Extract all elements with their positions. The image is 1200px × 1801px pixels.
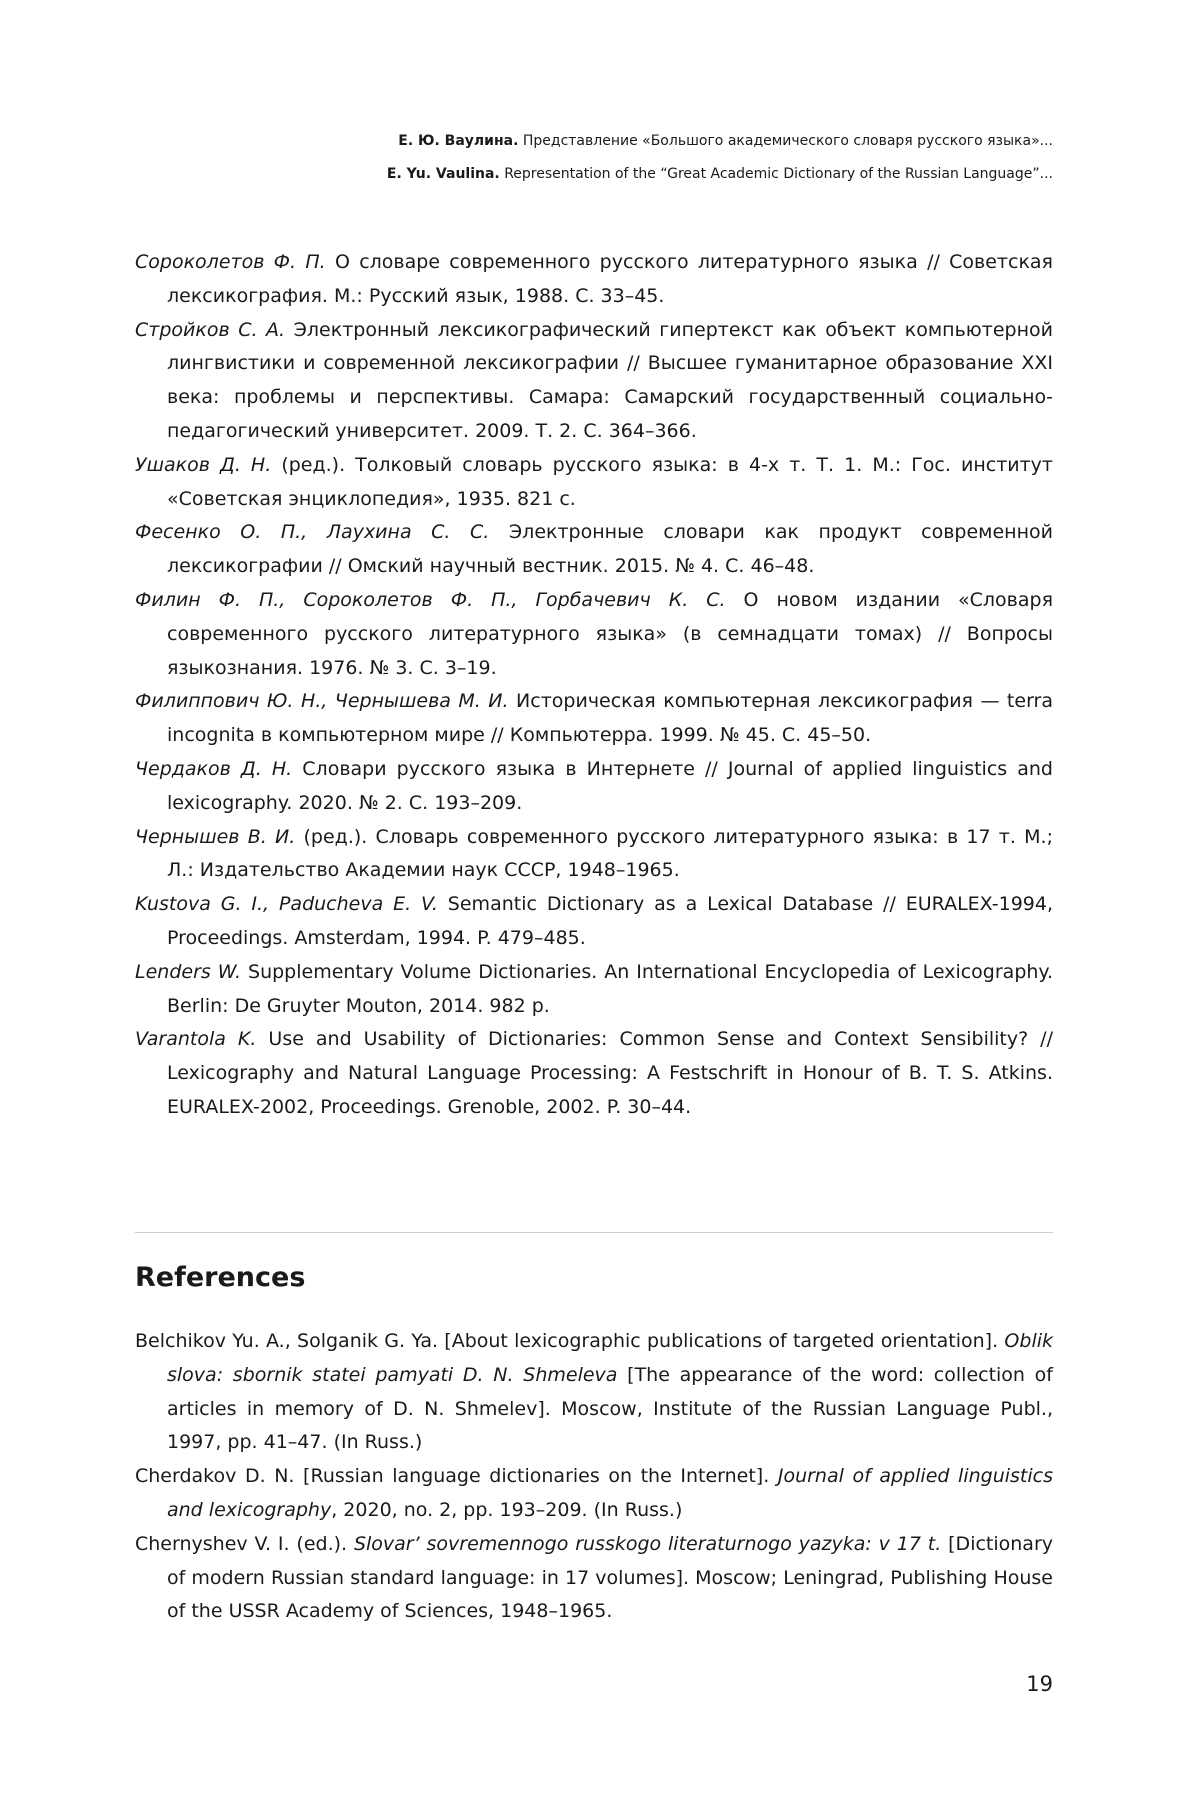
reference-item	[135, 1460, 1053, 1528]
literature-item	[135, 314, 1053, 449]
reference-text-after: [The appearance of the word: collection of articles in memory of D. N. Shmelev]. Moscow, Institute of the Russian Language Publ., 1997, pp. 41–47. (In Russ.)	[167, 1363, 1054, 1454]
literature-text: О новом издании «Словаря современного русского литературного языка» (в семнадцати томах) // Вопросы языкознания. 1976. № 3. С. 3–19.	[167, 588, 1054, 679]
running-head-ru	[135, 125, 1053, 158]
reference-text-after: , 2020, no. 2, pp. 193–209. (In Russ.)	[331, 1498, 683, 1521]
running-head	[135, 125, 1053, 191]
literature-text: Use and Usability of Dictionaries: Common Sense and Context Sensibility? // Lexicography and Natural Language Processing: A Festschrift in Honour of B. T. S. Atkins. EURALEX-2002, Proceedings. Grenoble, 2002. P. 30–44.	[167, 1028, 1053, 1118]
literature-item	[135, 753, 1053, 821]
literature-item	[135, 821, 1053, 889]
running-head-ru-author: Е. Ю. Ваулина.	[398, 133, 519, 149]
references-list	[135, 1325, 1053, 1629]
literature-authors: Ушаков Д. Н.	[135, 453, 272, 476]
literature-item	[135, 956, 1053, 1024]
literature-authors: Филин Ф. П., Сороколетов Ф. П., Горбачевич К. С.	[135, 588, 726, 611]
literature-item	[135, 888, 1053, 956]
reference-text-before: Chernyshev V. I. (ed.).	[135, 1532, 354, 1555]
literature-item	[135, 246, 1053, 314]
literature-list	[135, 246, 1053, 1125]
literature-text: О словаре современного русского литературного языка // Советская лексикография. М.: Русский язык, 1988. С. 33–45.	[167, 251, 1053, 307]
literature-authors: Varantola K.	[135, 1028, 257, 1051]
reference-text-italic: Journal of applied linguistics and lexicography	[167, 1465, 1053, 1521]
literature-text: Историческая компьютерная лексикография — terra incognita в компьютерном мире // Компьютерра. 1999. № 45. С. 45–50.	[167, 690, 1054, 747]
literature-authors: Сороколетов Ф. П.	[135, 251, 326, 273]
literature-item	[135, 685, 1053, 753]
literature-authors: Филиппович Ю. Н., Чернышева М. И.	[135, 690, 509, 713]
literature-item	[135, 449, 1053, 517]
literature-text: Semantic Dictionary as a Lexical Database // EURALEX-1994, Proceedings. Amsterdam, 1994. P. 479–485.	[167, 893, 1053, 949]
reference-text-after: [Dictionary of modern Russian standard language: in 17 volumes]. Moscow; Leningrad, Publishing House of the USSR Academy of Sciences, 1948–1965.	[167, 1532, 1054, 1623]
literature-authors: Фесенко О. П., Лаухина С. С.	[135, 521, 490, 544]
literature-authors: Kustova G. I., Paducheva E. V.	[135, 893, 438, 916]
literature-text: Электронные словари как продукт современной лексикографии // Омский научный вестник. 2015. № 4. С. 46–48.	[167, 521, 1053, 578]
literature-item	[135, 1023, 1053, 1124]
literature-authors: Стройков С. А.	[135, 318, 286, 341]
running-head-en-author: E. Yu. Vaulina.	[386, 166, 500, 182]
reference-text-before: Belchikov Yu. A., Solganik G. Ya. [About lexicographic publications of targeted orientation].	[135, 1330, 1005, 1352]
reference-text-italic: Oblik slova: sbornik statei pamyati D. N. Shmeleva	[167, 1330, 1053, 1386]
literature-authors: Чернышев В. И.	[135, 825, 296, 848]
literature-authors: Lenders W.	[135, 960, 242, 983]
reference-text-before: Cherdakov D. N. [Russian language dictionaries on the Internet].	[135, 1465, 778, 1488]
reference-text-italic: Slovar’ sovremennogo russkogo literaturnogo yazyka: v 17 t.	[353, 1532, 942, 1555]
literature-item	[135, 584, 1053, 685]
literature-text: (ред.). Словарь современного русского литературного языка: в 17 т. М.; Л.: Издательство Академии наук СССР, 1948–1965.	[167, 825, 1053, 882]
page-number: 19	[1026, 1672, 1053, 1696]
reference-item	[135, 1325, 1053, 1460]
running-head-ru-title: Представление «Большого академического словаря русского языка»...	[522, 133, 1053, 149]
running-head-en	[135, 158, 1053, 191]
section-divider	[135, 1232, 1053, 1233]
reference-item	[135, 1528, 1053, 1629]
literature-item	[135, 516, 1053, 584]
literature-text: Supplementary Volume Dictionaries. An International Encyclopedia of Lexicography. Berlin: De Gruyter Mouton, 2014. 982 p.	[167, 960, 1053, 1017]
running-head-en-title: Representation of the “Great Academic Dictionary of the Russian Language”...	[504, 166, 1053, 182]
references-heading: References	[135, 1262, 306, 1293]
literature-text: (ред.). Толковый словарь русского языка: в 4-х т. Т. 1. М.: Гос. институт «Советская энциклопедия», 1935. 821 с.	[167, 453, 1053, 510]
literature-text: Словари русского языка в Интернете // Journal of applied linguistics and lexicography. 2020. № 2. С. 193–209.	[167, 757, 1053, 814]
literature-authors: Чердаков Д. Н.	[135, 757, 293, 780]
literature-text: Электронный лексикографический гипертекст как объект компьютерной лингвистики и современной лексикографии // Высшее гуманитарное образование XXI века: проблемы и перспективы. Самара: Самарский государственный социально-педагогический университет. 2009. Т. 2. С. 364–366.	[167, 318, 1053, 442]
